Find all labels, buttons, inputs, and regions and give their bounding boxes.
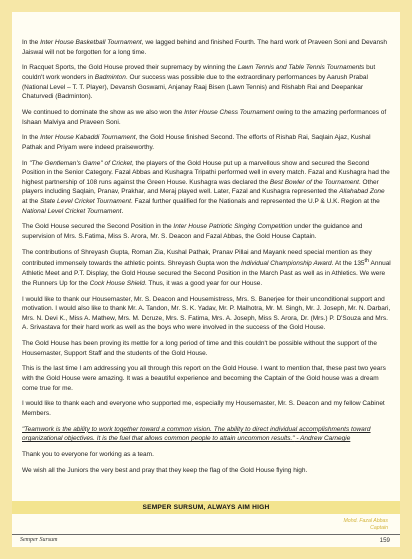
text: , the players of the Gold House put up a marvellous show and secured the Second Position in the Senior Category. Fazal Abbas and Kushagra Tripathi performed well in every match. Fazal and Kushagra had the highest partnership of 108 runs against the Green House. Kushagra was declared the — [22, 159, 390, 186]
event-name: Inter House Patriotic Singing Competition — [173, 223, 293, 231]
text: at the — [22, 198, 41, 206]
text: In the — [22, 39, 41, 46]
event-name: Inter House Kabaddi Tournament — [40, 134, 136, 142]
text: but couldn't work wonders in — [22, 64, 376, 81]
signature-block — [343, 518, 388, 532]
signatory-title: Captain — [370, 525, 388, 531]
paragraph-basketball — [22, 38, 391, 57]
paragraph-athletics — [22, 248, 391, 289]
text: The Gold House secured the Second Position in the — [22, 223, 174, 231]
text: . At the 135 — [331, 260, 365, 268]
text: owing to the amazing performances of Ishaan Malviya and Praveen Soni. — [22, 108, 387, 126]
text: We continued to dominate the show as we also won the — [22, 108, 185, 116]
text: . Our success was possible due to the extraordinary performances by Aarush Prabal (National Level – T. T. Player), Devansh Goswami, Anjanay Raaj Bisen (Lawn Tennis) and Rishabh Rai and Deepankar Chaturvedi (Badminton). — [22, 73, 368, 101]
paragraph-thanks-team: Thank you to everyone for working as a team. — [22, 451, 154, 459]
paragraph-singing — [22, 222, 391, 241]
paragraph-cricket — [22, 159, 391, 217]
event-name: State Level Cricket Tournament — [40, 198, 131, 206]
paragraph-farewell: This is the last time I am addressing you all through this report on the Gold House. I want to mention that, these past two years with the Gold House were amazing. It was a beautiful experience and becoming the Captain of the Gold house was a dream come true for me. — [22, 365, 386, 392]
text: In Racquet Sports, the Gold House proved their supremacy by winning the — [22, 64, 238, 72]
paragraph-kabaddi — [22, 133, 391, 152]
quote-author: - Andrew Carnegie — [294, 435, 351, 443]
text: The contributions of Shreyash Gupta, Roman Zia, Kushal Pathak, Pranav Pillai and Mayank need special mention as they contributed immensely towards the athletic points. Shreyash Gupta won the — [22, 248, 372, 268]
publication-name: Semper Sursum — [20, 537, 58, 543]
event-name: Lawn Tennis and Table Tennis Tournaments — [237, 64, 365, 72]
text: , we lagged behind and finished Fourth. The hard work of Praveen Soni and Devansh Jaiswal will not be forgotten for a long time. — [22, 39, 387, 56]
event-name: Inter House Chess Tournament — [184, 108, 275, 116]
paragraph-racquet-sports — [22, 63, 391, 101]
zone-name: Allahabad Zone — [339, 188, 385, 196]
award-name: Individual Championship Award — [240, 260, 332, 268]
paragraph-thanks-staff: I would like to thank our Housemaster, Mr. S. Deacon and Housemistress, Mrs. S. Banerjee for their unconditional support and motivation. I would also like to thank Mr. A. Tandon, Mr. S. K. Yadav, Mr. P. Malhotra, Mr. M. Singh, Mr. J. Joseph, Mr. N. Darbari, Mrs. N. Devi K., Miss A. Mathew, Mrs. M. Dcruze, Mrs. S. Fatima, Mrs. A. Joseph, Miss S. Arora, Dr. (Mrs.) P. D'Souza and Mrs. A. Srivastava for their hard work as well as the boys who were involved in the success of the Gold House. — [22, 295, 391, 332]
award-name: Cock House Shield — [89, 279, 145, 287]
paragraph-quote — [22, 425, 391, 444]
text: In the — [22, 134, 41, 142]
event-name: Badminton — [94, 73, 126, 81]
text: . Other players including Saqlain, Pranav, Prakhar, and Meraj played well. Later, Fazal and Kushagra represented the — [22, 178, 379, 196]
event-name: Inter House Basketball Tournament — [40, 39, 142, 46]
event-name: National Level Cricket Tournament — [22, 207, 122, 215]
paragraph-support: The Gold House has been proving its mettle for a long period of time and this couldn't be possible without the support of the Housemaster, Support Staff and the students of the Gold House. — [22, 340, 377, 357]
footer-divider — [12, 534, 400, 535]
text: . Fazal further qualified for the Nationals and represented the U.P & U.K. Region at the — [130, 198, 380, 206]
paragraph-wishes: We wish all the Juniors the very best and pray that they keep the flag of the Gold House flying high. — [22, 466, 308, 474]
motto-banner — [12, 501, 400, 514]
award-name: Best Bowler of the Tournament — [269, 178, 359, 186]
paragraph-chess — [22, 108, 391, 127]
signatory-name: Mohd. Fazal Abbas — [343, 518, 388, 524]
report-body — [22, 38, 391, 482]
quote-text: "Teamwork is the ability to work together toward a common vision. The ability to direct individual accomplishments toward organizational objectives. It is the fuel that allows common people to attain uncommon results." — [22, 425, 371, 443]
page — [12, 12, 400, 547]
text: . — [121, 207, 124, 215]
text: Annual Athletic Meet and P.T. Display, the Gold House secured the Second Position in the March Past as well as in Athletics. We were the Runners Up for the — [22, 260, 391, 287]
paragraph-thanks-housemaster: I would like to thank each and everyone who supported me, especially my Housemaster, Mr. S. Deacon and my fellow Cabinet Members. — [22, 400, 385, 418]
text: . Thus, it was a good year for our House. — [144, 279, 263, 287]
text: under the guidance and supervision of Mrs. S.Fatima, Miss S. Arora, Mr. S. Deacon and Fazal Abbas, the Gold House Captain. — [22, 223, 363, 241]
text: In — [22, 159, 30, 167]
text: , the Gold House finished Second. The efforts of Rishab Rai, Saqlain Ajaz, Kushal Pathak and Priyam were indeed praiseworthy. — [22, 134, 371, 151]
event-name: "The Gentleman's Game" of Cricket — [29, 159, 132, 167]
motto-text: SEMPER SURSUM, ALWAYS AIM HIGH — [142, 504, 270, 511]
page-number: 159 — [379, 537, 390, 544]
ordinal-suffix: th — [364, 258, 370, 265]
